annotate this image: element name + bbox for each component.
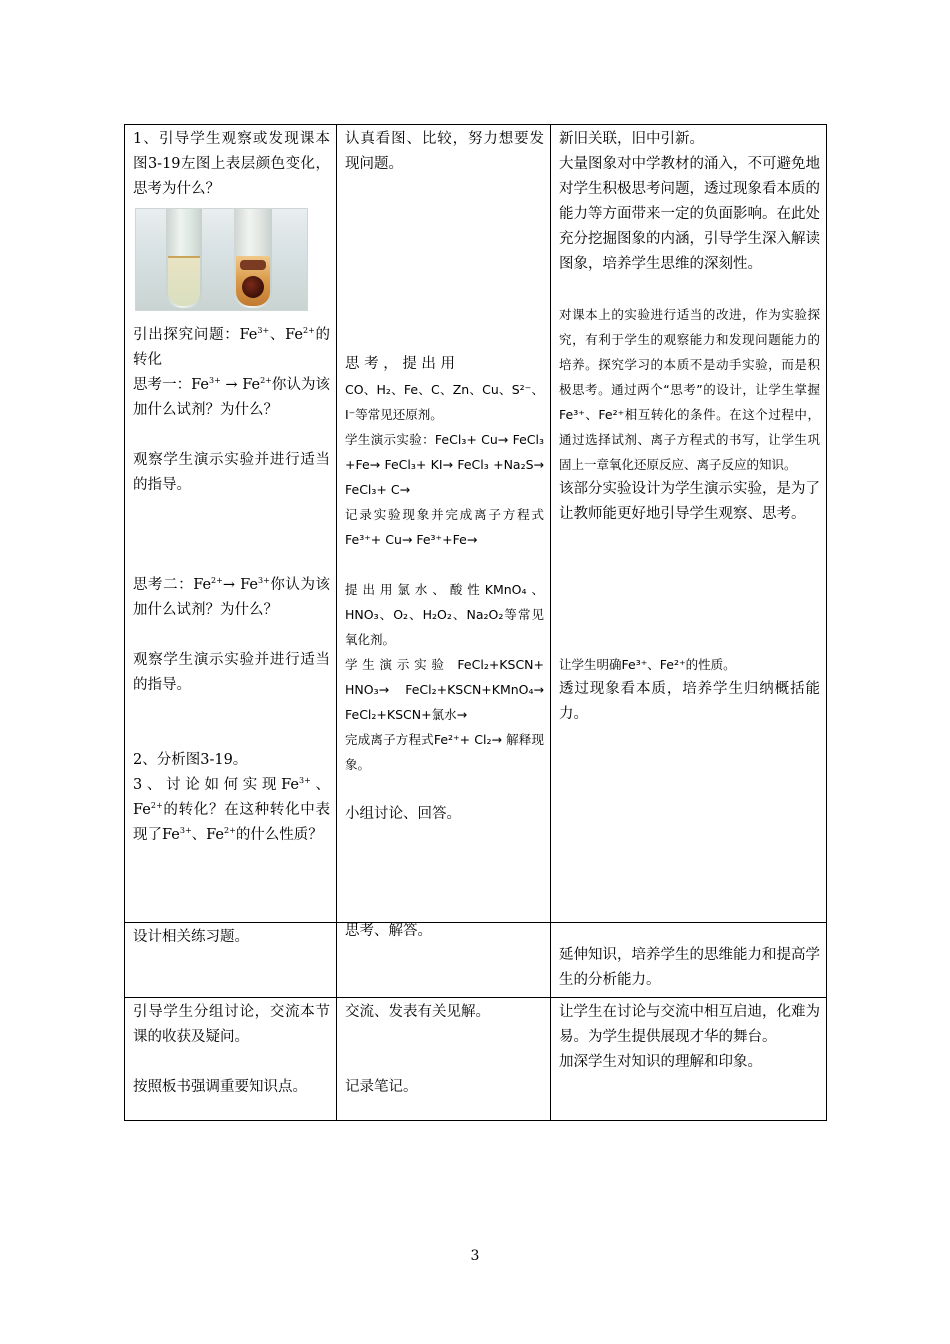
test-tubes-photo <box>135 208 308 311</box>
lesson-plan-table <box>124 124 827 1121</box>
summarize-ability-text: 透过现象看本质，培养学生归纳概括能力。 <box>559 681 820 722</box>
table-row <box>125 125 827 923</box>
student-activity-cell <box>337 998 551 1121</box>
experiment-improvement-text: 对课本上的实验进行适当的改进，作为实验探究，有利于学生的观察能力和发现问题能力的培养。探究学习的本质不是动手实验，而是积极思考。通过两个“思考”的设计，让学生掌握Fe³⁺、Fe²⁺相互转化的条件。在这个过程中，通过选择试剂、离子方程式的书写，让学生巩固上一章氧化还原反应、离子反应的知识。 <box>559 307 820 472</box>
demo-experiment-1-text: 学生演示实验：FeCl₃+ Cu→ FeCl₃ +Fe→ FeCl₃+ KI→ FeCl₃ +Na₂S→ FeCl₃+ C→ <box>345 432 544 497</box>
test-tube-right <box>234 209 272 308</box>
inspire-each-other-text: 让学生在讨论与交流中相互启迪，化难为易。为学生提供展现才华的舞台。 <box>559 1004 820 1045</box>
take-notes-text: 记录笔记。 <box>345 1079 418 1095</box>
oxidizing-agents-text: 提出用氯水、酸性KMnO₄、HNO₃、O₂、H₂O₂、Na₂O₂等常见氧化剂。 <box>345 582 544 647</box>
think-one-text: 思考一：$Fe^{3+} \to Fe^{2+}$你认为该加什么试剂？为什么？ <box>133 376 331 418</box>
extend-knowledge-text: 延伸知识，培养学生的思维能力和提高学生的分析能力。 <box>559 947 820 988</box>
student-activity-cell <box>337 125 551 923</box>
observe-demo-text-2: 观察学生演示实验并进行适当的指导。 <box>133 652 330 693</box>
discuss-conversion-text: 3、讨论如何实现$Fe^{3+}$、$Fe^{2+}$的转化？在这种转化中表现了$Fe^{3+}$、$Fe^{2+}$的什么性质？ <box>133 776 331 843</box>
analyze-figure-text: 2、分析图3-19。 <box>133 752 248 768</box>
guide-observation-text: 1、引导学生观察或发现课本图3-19左图上表层颜色变化，思考为什么？ <box>133 131 330 197</box>
think-answer-text: 思考、解答。 <box>345 923 432 939</box>
properties-text: 让学生明确Fe³⁺、Fe²⁺的性质。 <box>559 657 736 672</box>
table-row <box>125 923 827 998</box>
inquiry-question-text: 引出探究问题：$Fe^{3+}$、$Fe^{2+}$的转化 <box>133 326 330 368</box>
teacher-activity-cell <box>125 998 337 1121</box>
share-views-text: 交流、发表有关见解。 <box>345 1004 490 1020</box>
student-activity-cell <box>337 923 551 998</box>
page-number: 3 <box>470 1248 480 1264</box>
record-ionic-equation-text: 记录实验现象并完成离子方程式 Fe³⁺+ Cu→ Fe³⁺+Fe→ <box>345 507 544 547</box>
lesson-plan-table-container <box>124 124 826 1118</box>
think-two-text: 思考二：$Fe^{2+}\to Fe^{3+}$你认为该加什么试剂？为什么？ <box>133 576 330 618</box>
teacher-activity-cell <box>125 125 337 923</box>
exercise-design-text: 设计相关练习题。 <box>133 929 249 945</box>
deepen-understanding-text: 加深学生对知识的理解和印象。 <box>559 1054 762 1070</box>
group-exchange-text: 引导学生分组讨论，交流本节课的收获及疑问。 <box>133 1004 330 1045</box>
complete-equation-text: 完成离子方程式Fe²⁺+ Cl₂→ 解释现象。 <box>345 732 544 772</box>
demo-experiment-2-text: 学生演示实验 FeCl₂+KSCN+ HNO₃→ FeCl₂+KSCN+KMnO₄→ FeCl₂+KSCN+氯水→ <box>345 657 544 722</box>
propose-text: 思 考 ， 提 出 用 <box>345 356 456 372</box>
table-row <box>125 998 827 1121</box>
teacher-activity-cell <box>125 923 337 998</box>
link-old-new-text: 新旧关联，旧中引新。 <box>559 131 704 147</box>
observe-demo-text-1: 观察学生演示实验并进行适当的指导。 <box>133 452 330 493</box>
design-intent-cell <box>551 923 827 998</box>
design-intent-cell <box>551 125 827 923</box>
test-tube-left <box>166 209 202 308</box>
image-analysis-text: 大量图象对中学教材的涌入，不可避免地对学生积极思考问题，透过现象看本质的能力等方面带来一定的负面影响。在此处充分挖掘图象的内涵，引导学生深入解读图象，培养学生思维的深刻性。 <box>559 156 820 272</box>
demo-design-text: 该部分实验设计为学生演示实验，是为了让教师能更好地引导学生观察、思考。 <box>559 481 820 522</box>
group-discussion-text: 小组讨论、回答。 <box>345 806 461 822</box>
reducing-agents-text: CO、H₂、Fe、C、Zn、Cu、S²⁻、I⁻等常见还原剂。 <box>345 382 544 422</box>
observe-compare-text: 认真看图、比较，努力想要发现问题。 <box>345 131 544 172</box>
design-intent-cell <box>551 998 827 1121</box>
blackboard-emphasis-text: 按照板书强调重要知识点。 <box>133 1079 307 1095</box>
